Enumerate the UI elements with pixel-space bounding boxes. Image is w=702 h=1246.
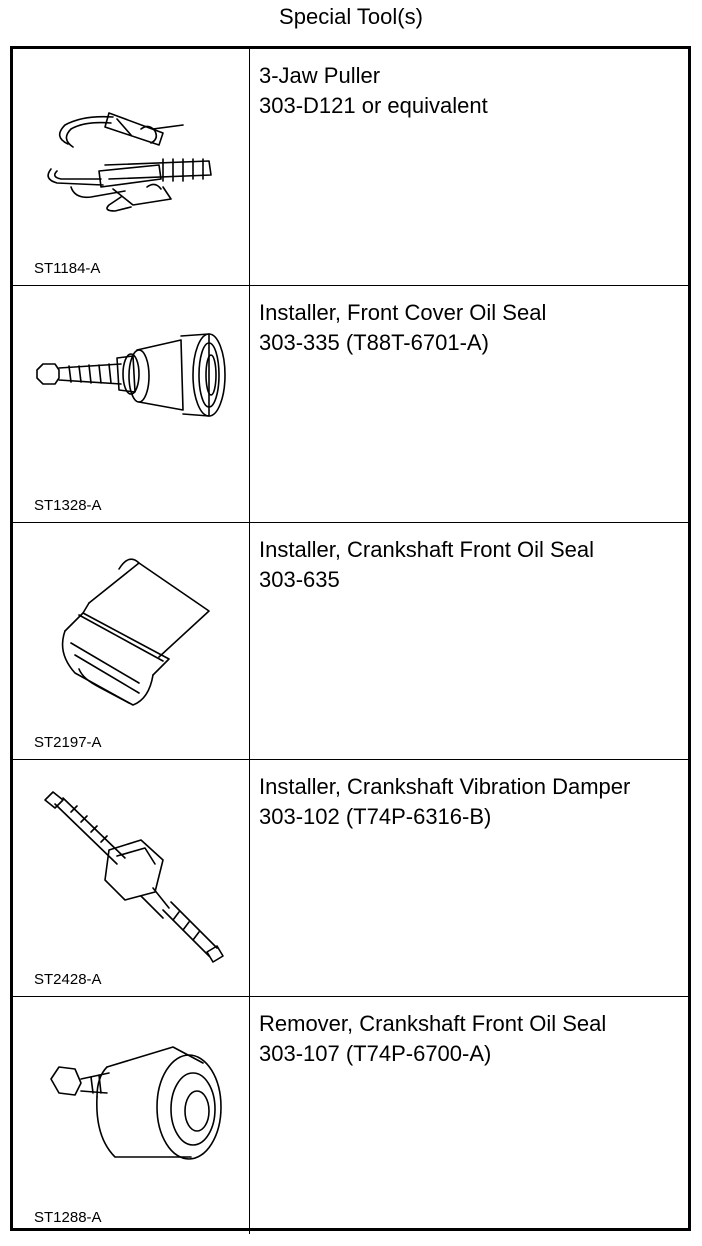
tool-image-cell	[13, 760, 250, 996]
tool-code: ST2197-A	[34, 734, 102, 751]
page-title: Special Tool(s)	[279, 4, 423, 29]
table-row	[13, 49, 688, 286]
tool-part-number: 303-102 (T74P-6316-B)	[259, 804, 492, 829]
table-row	[13, 286, 688, 523]
tool-code: ST1328-A	[34, 497, 102, 514]
tool-name: Remover, Crankshaft Front Oil Seal	[259, 1011, 607, 1036]
tool-description	[259, 298, 684, 358]
tool-description	[259, 772, 684, 832]
tool-image-cell	[13, 286, 250, 522]
three-jaw-puller-icon	[13, 49, 249, 285]
tool-code: ST1288-A	[34, 1209, 102, 1226]
crankshaft-seal-remover-icon	[13, 997, 249, 1233]
tool-description	[259, 1009, 684, 1069]
tool-part-number: 303-107 (T74P-6700-A)	[259, 1041, 492, 1066]
tool-image-cell	[13, 523, 250, 759]
tool-name: Installer, Front Cover Oil Seal	[259, 300, 547, 325]
tool-description	[259, 535, 684, 595]
tool-part-number: 303-D121 or equivalent	[259, 93, 488, 118]
table-row	[13, 997, 688, 1234]
tool-part-number: 303-635	[259, 567, 340, 592]
table-row	[13, 760, 688, 997]
tool-name: Installer, Crankshaft Front Oil Seal	[259, 537, 595, 562]
tool-description	[259, 61, 684, 121]
special-tools-table	[10, 46, 691, 1231]
crankshaft-seal-installer-icon	[13, 523, 249, 759]
tool-image-cell	[13, 997, 250, 1234]
tool-part-number: 303-335 (T88T-6701-A)	[259, 330, 489, 355]
tool-name: 3-Jaw Puller	[259, 63, 381, 88]
front-cover-seal-installer-icon	[13, 286, 249, 522]
vibration-damper-installer-icon	[13, 760, 249, 996]
tool-name: Installer, Crankshaft Vibration Damper	[259, 774, 631, 799]
tool-image-cell	[13, 49, 250, 285]
tool-code: ST2428-A	[34, 971, 102, 988]
table-row	[13, 523, 688, 760]
tool-code: ST1184-A	[34, 260, 101, 277]
